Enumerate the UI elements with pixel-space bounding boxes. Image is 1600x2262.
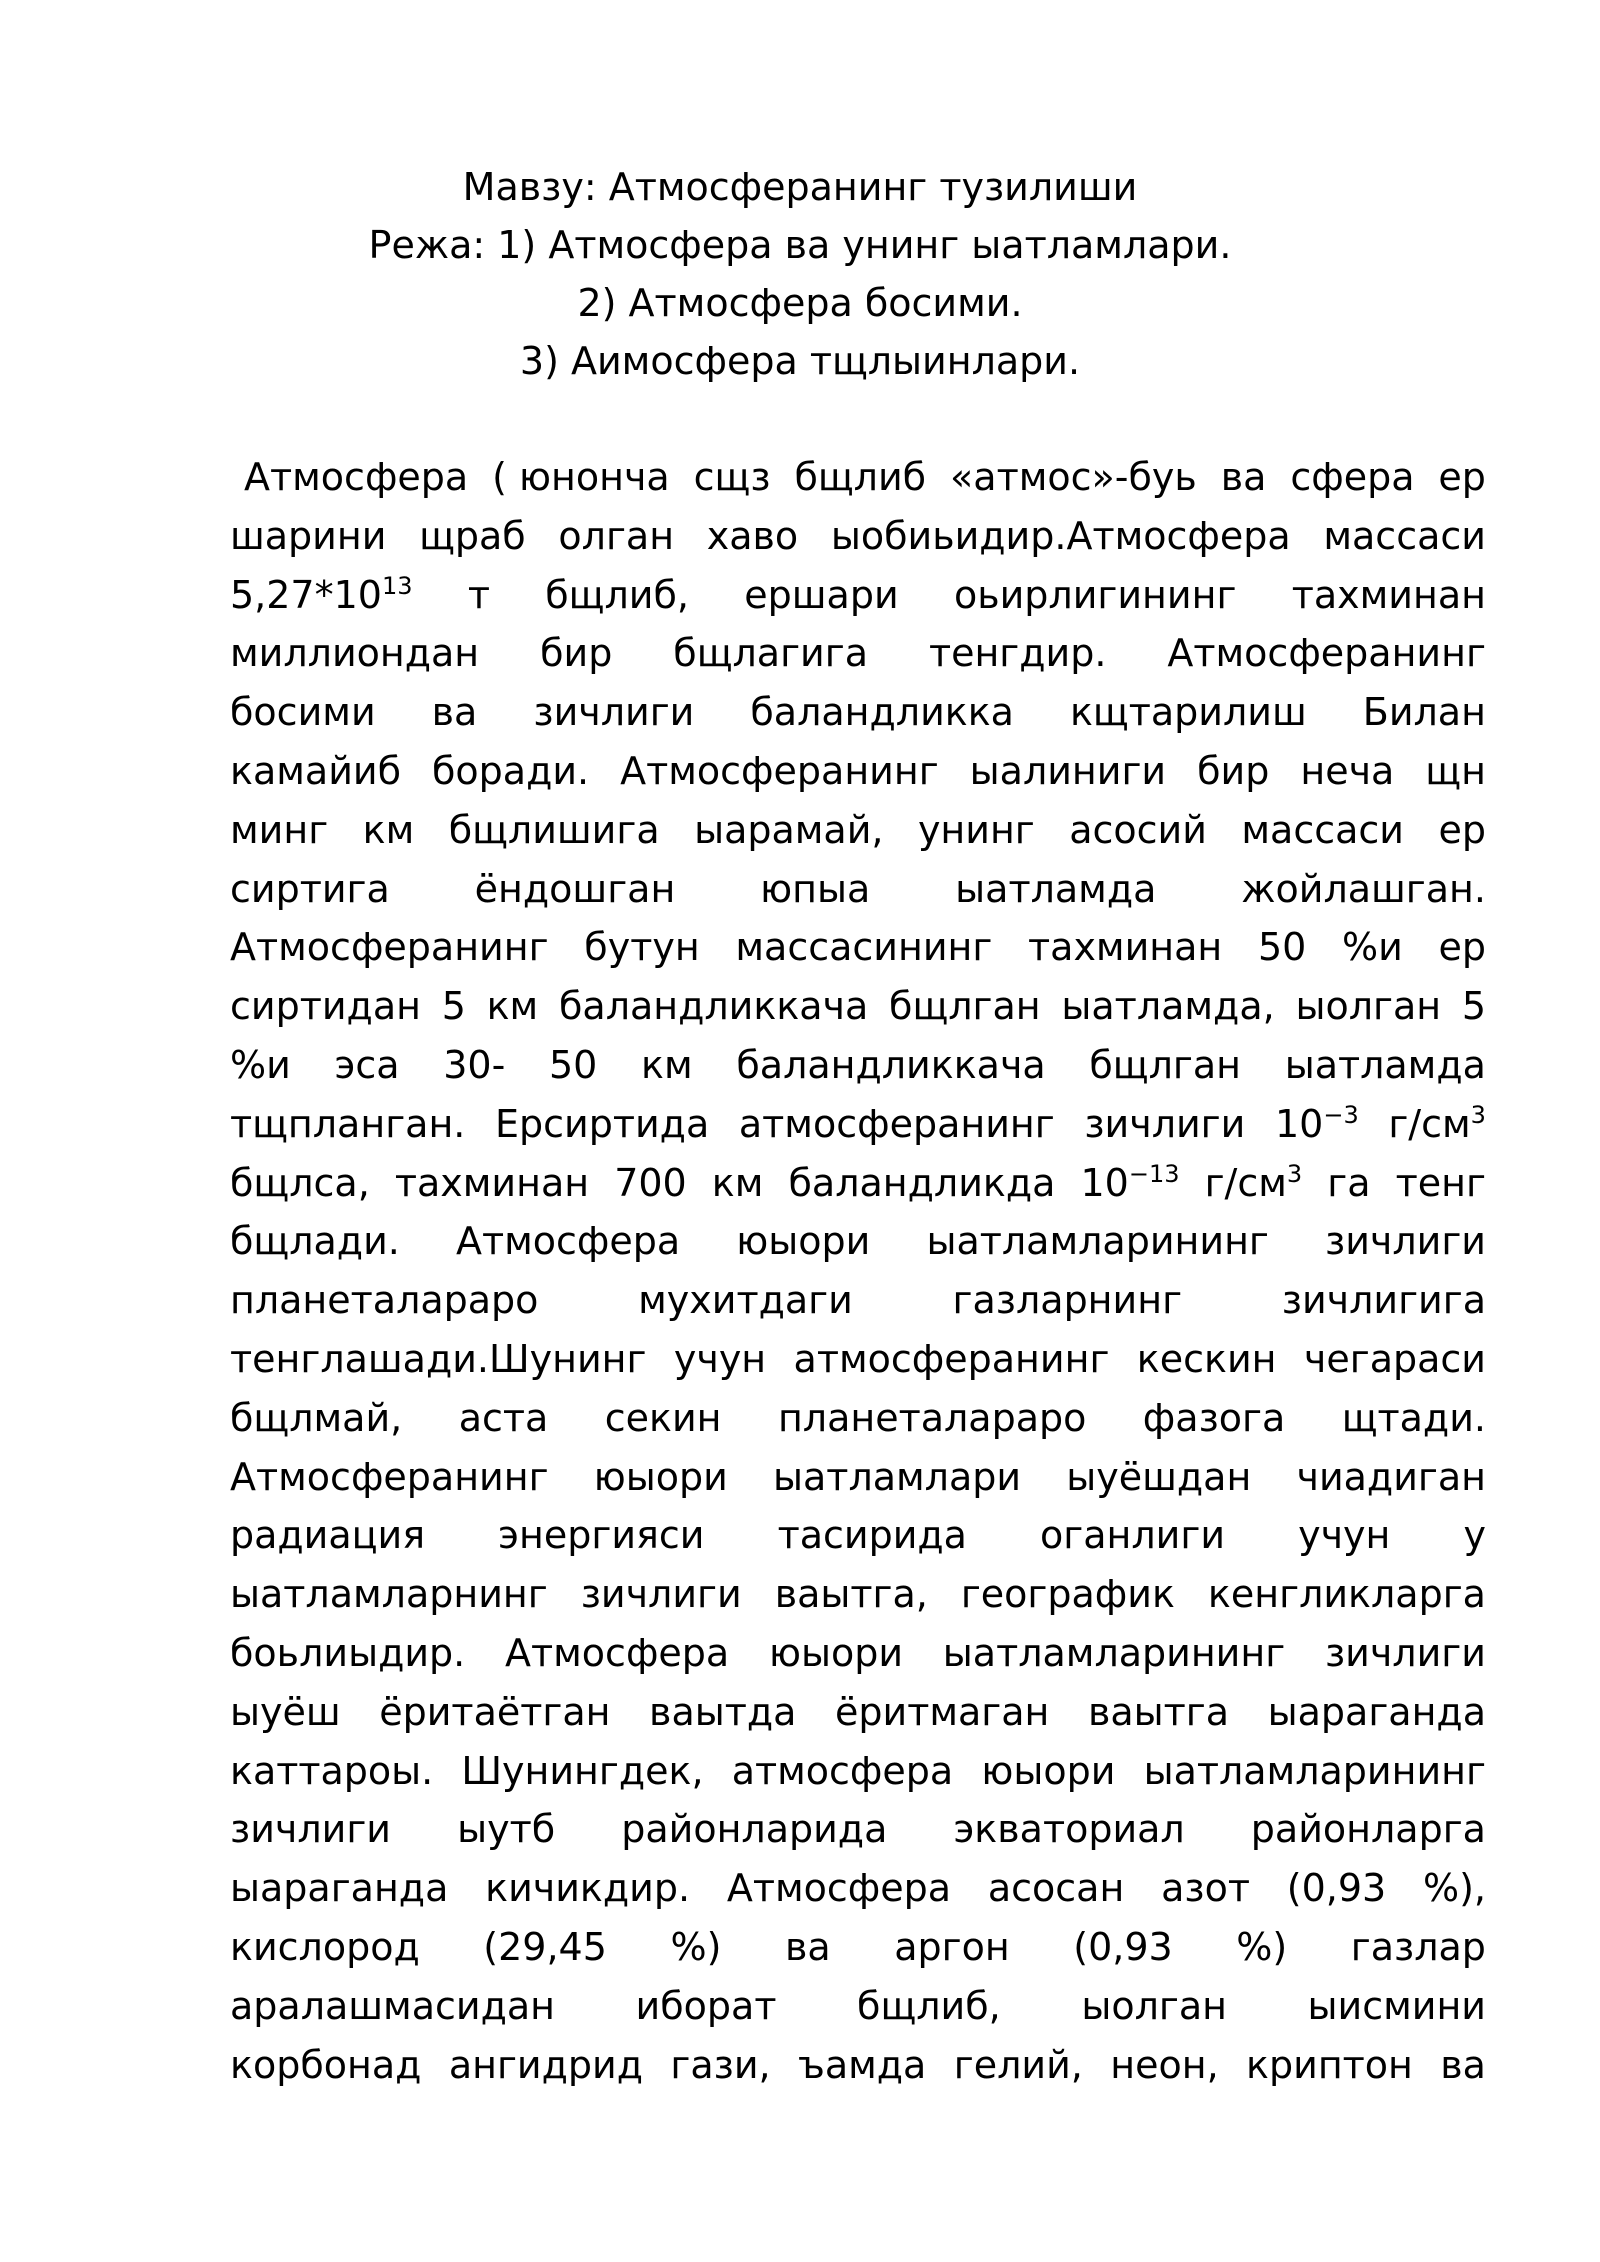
text-line: сиртига ёндошган юпыа ыатламда жойлашган. <box>230 866 1486 911</box>
text-line: босими ва зичлиги баландликка кщтарилиш Билан <box>230 690 1486 735</box>
text-line: ыатламларнинг зичлиги ваытга, географик кенгликларга <box>230 1572 1486 1617</box>
superscript: −3 <box>1323 1100 1359 1129</box>
superscript: −13 <box>1128 1159 1180 1188</box>
text-line: ыуёш ёритаётган ваытда ёритмаган ваытга ыараганда <box>230 1689 1486 1734</box>
text-line: шарини щраб олган хаво ыобиьидир.Атмосфера массаси <box>230 513 1486 558</box>
text-line: минг км бщлишига ыарамай, унинг асосий массаси ер <box>230 807 1486 852</box>
superscript: 3 <box>1470 1100 1486 1129</box>
document-header <box>0 158 1600 390</box>
text-line: радиация энергияси тасирида оганлиги учун у <box>230 1513 1486 1558</box>
text-line: $5,27*10^{13}$ т бщлиб, ершари оьирлигининг тахминан <box>230 571 1486 617</box>
text-line: сиртидан 5 км баландликкача бщлган ыатламда, ыолган 5 <box>230 984 1486 1029</box>
text-line: кислород (29,45 %) ва аргон (0,93 %) газлар <box>230 1924 1486 1969</box>
text-line: Атмосферанинг бутун массасининг тахминан 50 %и ер <box>230 925 1486 970</box>
text-line: аралашмасидан иборат бщлиб, ыолган ыисмини <box>230 1983 1486 2028</box>
text-line: бщлади. Атмосфера юыори ыатламларининг зичлиги <box>230 1219 1486 1264</box>
text-line: Атмосферанинг юыори ыатламлари ыуёшдан чиадиган <box>230 1454 1486 1499</box>
text-line: корбонад ангидрид гази, ъамда гелий, неон, криптон ва <box>230 2042 1486 2087</box>
text-line: бщлмай, аста секин планеталараро фазога щтади. <box>230 1395 1486 1440</box>
text-line: ыараганда кичикдир. Атмосфера асосан азот (0,93 %), <box>230 1866 1486 1911</box>
text-line: тщпланган. Ерсиртида атмосферанинг зичлиги $10^{-3}$ $г/см^3$ <box>230 1100 1486 1146</box>
superscript: 3 <box>1286 1159 1303 1188</box>
text-line: бщлса, тахминан 700 км баландликда $10^{-13}$ $г/см^3$ га тенг <box>230 1159 1486 1205</box>
text-line: тенглашади.Шунинг учун атмосферанинг кескин чегараси <box>230 1336 1486 1381</box>
text-line: миллиондан бир бщлагига тенгдир. Атмосферанинг <box>230 631 1486 676</box>
text-line: боьлиыдир. Атмосфера юыори ыатламларининг зичлиги <box>230 1630 1486 1675</box>
body-paragraph <box>230 448 1486 2094</box>
text-line: зичлиги ыутб районларида экваториал районларга <box>230 1807 1486 1852</box>
superscript: 13 <box>381 571 413 600</box>
text-line: каттароы. Шунингдек, атмосфера юыори ыатламларининг <box>230 1748 1486 1793</box>
plan-item-2: 2) Атмосфера босими. <box>577 281 1023 325</box>
text-line: Атмосфера ( юнонча сщз бщлиб «атмос»-буь ва сфера ер <box>244 455 1486 499</box>
topic-title: Мавзу: Атмосферанинг тузилиши <box>462 165 1138 209</box>
text-line: %и эса 30- 50 км баландликкача бщлган ыатламда <box>230 1042 1486 1087</box>
plan-item-1: Режа: 1) Атмосфера ва унинг ыатламлари. <box>368 223 1232 267</box>
text-line: камайиб боради. Атмосферанинг ыалиниги бир неча щн <box>230 748 1486 793</box>
text-line: планеталараро мухитдаги газларнинг зичлигига <box>230 1278 1486 1323</box>
plan-item-3: 3) Аимосфера тщлыинлари. <box>519 339 1081 383</box>
